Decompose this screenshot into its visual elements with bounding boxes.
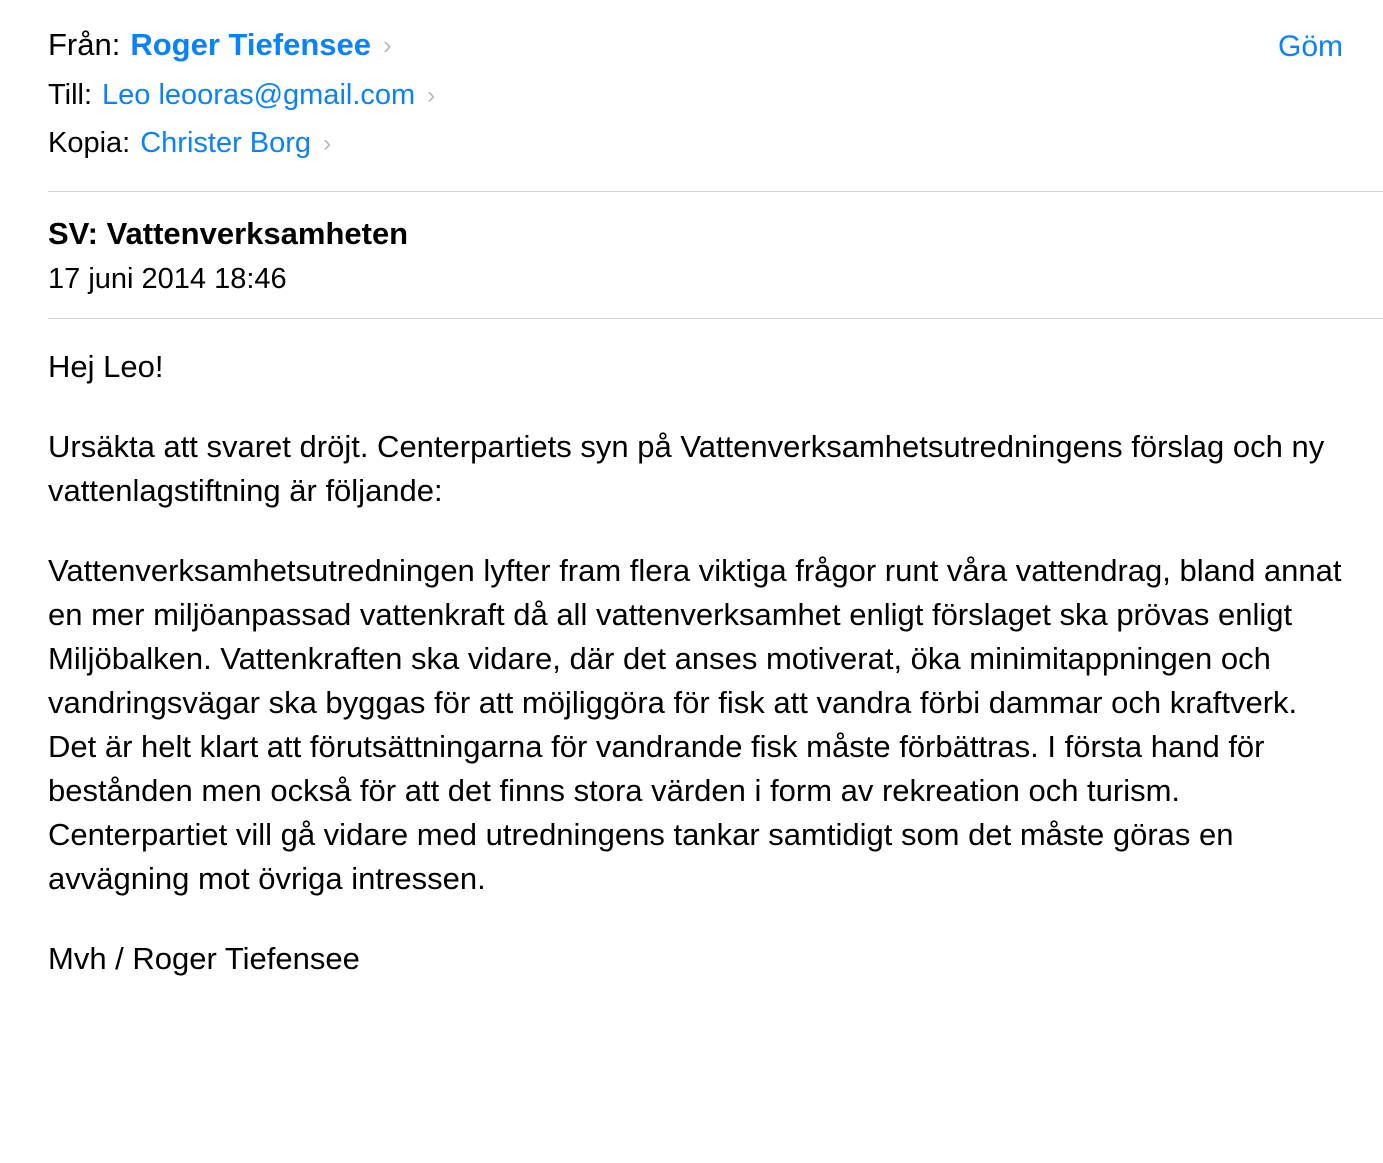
cc-label: Kopia: [48,127,131,159]
from-sender-link[interactable]: Roger Tiefensee [130,27,371,62]
message-date: 17 juni 2014 18:46 [48,262,287,295]
cc-recipient-link[interactable]: Christer Borg [140,127,312,159]
body-paragraph: Vattenverksamhetsutredningen lyfter fram flera viktiga frågor runt våra vattendrag, bland annat en mer miljöanpassad vattenkraft då all vattenverksamhet enligt förslaget ska prövas enligt Miljöbalken. Vattenkraften ska vidare, där det anses motiverat, öka minimitappningen och vandringsvägar ska byggas för att möjliggöra för fisk att vandra förbi dammar och kraftverk. Det är helt klart att förutsättningarna för vandrande fisk måste förbättras. I första hand för bestånden men också för att det finns stora värden i form av rekreation och turism. Centerpartiet vill gå vidare med utredningens tankar samtidigt som det måste göras en avvägning mot övriga intressen. [48,553,1342,897]
chevron-right-icon[interactable]: › [427,81,436,109]
message-subject: SV: Vattenverksamheten [48,216,409,252]
body-paragraph: Hej Leo! [48,349,164,385]
message-body [0,319,1383,1011]
chevron-right-icon[interactable]: › [323,130,332,157]
subject-block [0,192,1383,318]
to-label: Till: [48,78,93,111]
from-label: Från: [48,27,121,62]
to-recipient-link[interactable]: Leo leooras@gmail.com [102,78,416,111]
from-row [48,26,1345,65]
body-paragraph: Mvh / Roger Tiefensee [48,941,360,977]
chevron-right-icon[interactable]: › [383,30,392,60]
cc-row [48,125,1345,161]
to-row [48,77,1345,113]
email-header [0,0,1383,191]
hide-details-button[interactable]: Göm [1277,30,1343,63]
body-paragraph: Ursäkta att svaret dröjt. Centerpartiets syn på Vattenverksamhetsutredningens förslag och ny vattenlagstiftning är följande: [48,429,1325,509]
